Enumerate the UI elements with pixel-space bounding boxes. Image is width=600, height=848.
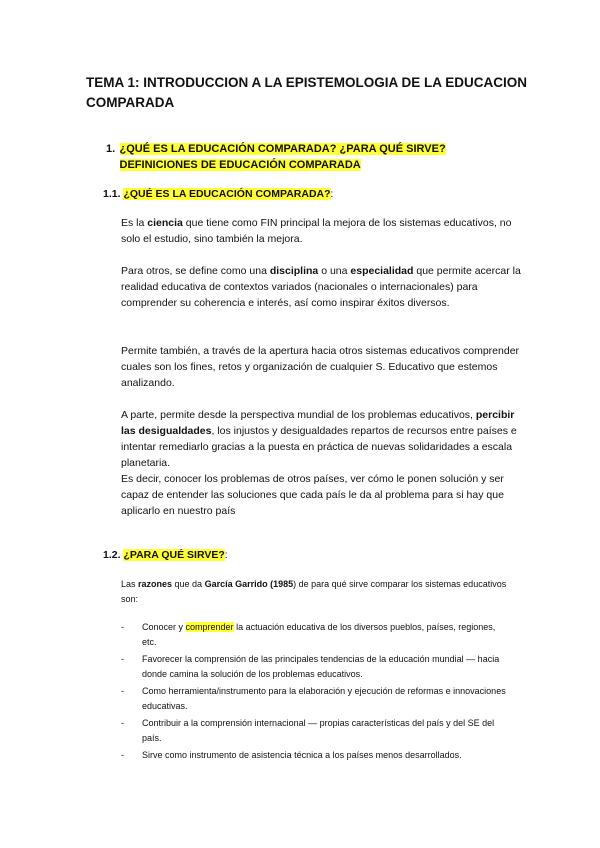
subsection-1-2-heading: 1.2. ¿PARA QUÉ SIRVE?:	[103, 549, 228, 561]
section-1-title: ¿QUÉ ES LA EDUCACIÓN COMPARADA? ¿PARA QUÉ SIRVE? DEFINICIONES DE EDUCACIÓN COMPARADA	[119, 143, 446, 171]
subsection-1-2-number: 1.2.	[103, 549, 121, 561]
paragraph-desigualdades: A parte, permite desde la perspectiva mundial de los problemas educativos, percibir las desigualdades, los injustos y desigualdades repartos de recursos entre países e intentar remediarlo gracias a la puesta en práctica de nuevas solidaridades a escala planetaria. Es decir, conocer los problemas de otros países, ver cómo le ponen solución y ser capaz de entender las soluciones que cada país le da al problema para si hay que aplicarlo en nuestro país	[121, 409, 517, 517]
subsection-1-1-number: 1.1.	[103, 188, 121, 200]
list-item: - Sirve como instrumento de asistencia técnica a los países menos desarrollados.	[121, 748, 521, 763]
reasons-list	[121, 620, 521, 765]
subsection-1-1-title: ¿QUÉ ES LA EDUCACIÓN COMPARADA?	[123, 188, 331, 200]
section-1-heading	[106, 141, 526, 173]
bullet-dash: -	[121, 718, 124, 728]
document-title: TEMA 1: INTRODUCCION A LA EPISTEMOLOGIA DE LA EDUCACION COMPARADA	[86, 75, 527, 110]
paragraph-fines: Permite también, a través de la apertura hacia otros sistemas educativos comprender cuales son los fines, retos y organización de cualquier S. Educativo que estemos analizando.	[121, 345, 520, 389]
bullet-dash: -	[121, 622, 124, 632]
list-item: - Conocer y comprender la actuación educativa de los diversos pueblos, países, regiones, etc.	[121, 620, 521, 650]
subsection-1-1-heading: 1.1. ¿QUÉ ES LA EDUCACIÓN COMPARADA?:	[103, 188, 334, 200]
list-item: - Favorecer la comprensión de las principales tendencias de la educación mundial — hacia donde camina la solución de los problemas educativos.	[121, 652, 521, 682]
paragraph-disciplina: Para otros, se define como una disciplina o una especialidad que permite acercar la realidad educativa de contextos variados (nacionales o internacionales) para comprender su coherencia e interés, así como inspirar éxitos diversos.	[121, 265, 521, 309]
section-1-number: 1.	[106, 143, 116, 155]
bullet-dash: -	[121, 686, 124, 696]
subsection-1-2-title: ¿PARA QUÉ SIRVE?	[123, 549, 225, 561]
bullet-dash: -	[121, 654, 124, 664]
bullet-dash: -	[121, 750, 124, 760]
paragraph-ciencia: Es la ciencia que tiene como FIN principal la mejora de los sistemas educativos, no solo el estudio, sino también la mejora.	[121, 217, 512, 245]
list-item: - Contribuir a la comprensión internacional — propias características del país y del SE del país.	[121, 716, 521, 746]
list-item: - Como herramienta/instrumento para la elaboración y ejecución de reformas e innovaciones educativas.	[121, 684, 521, 714]
paragraph-razones: Las razones que da García Garrido (1985) de para qué sirve comparar los sistemas educativos son:	[121, 579, 507, 604]
